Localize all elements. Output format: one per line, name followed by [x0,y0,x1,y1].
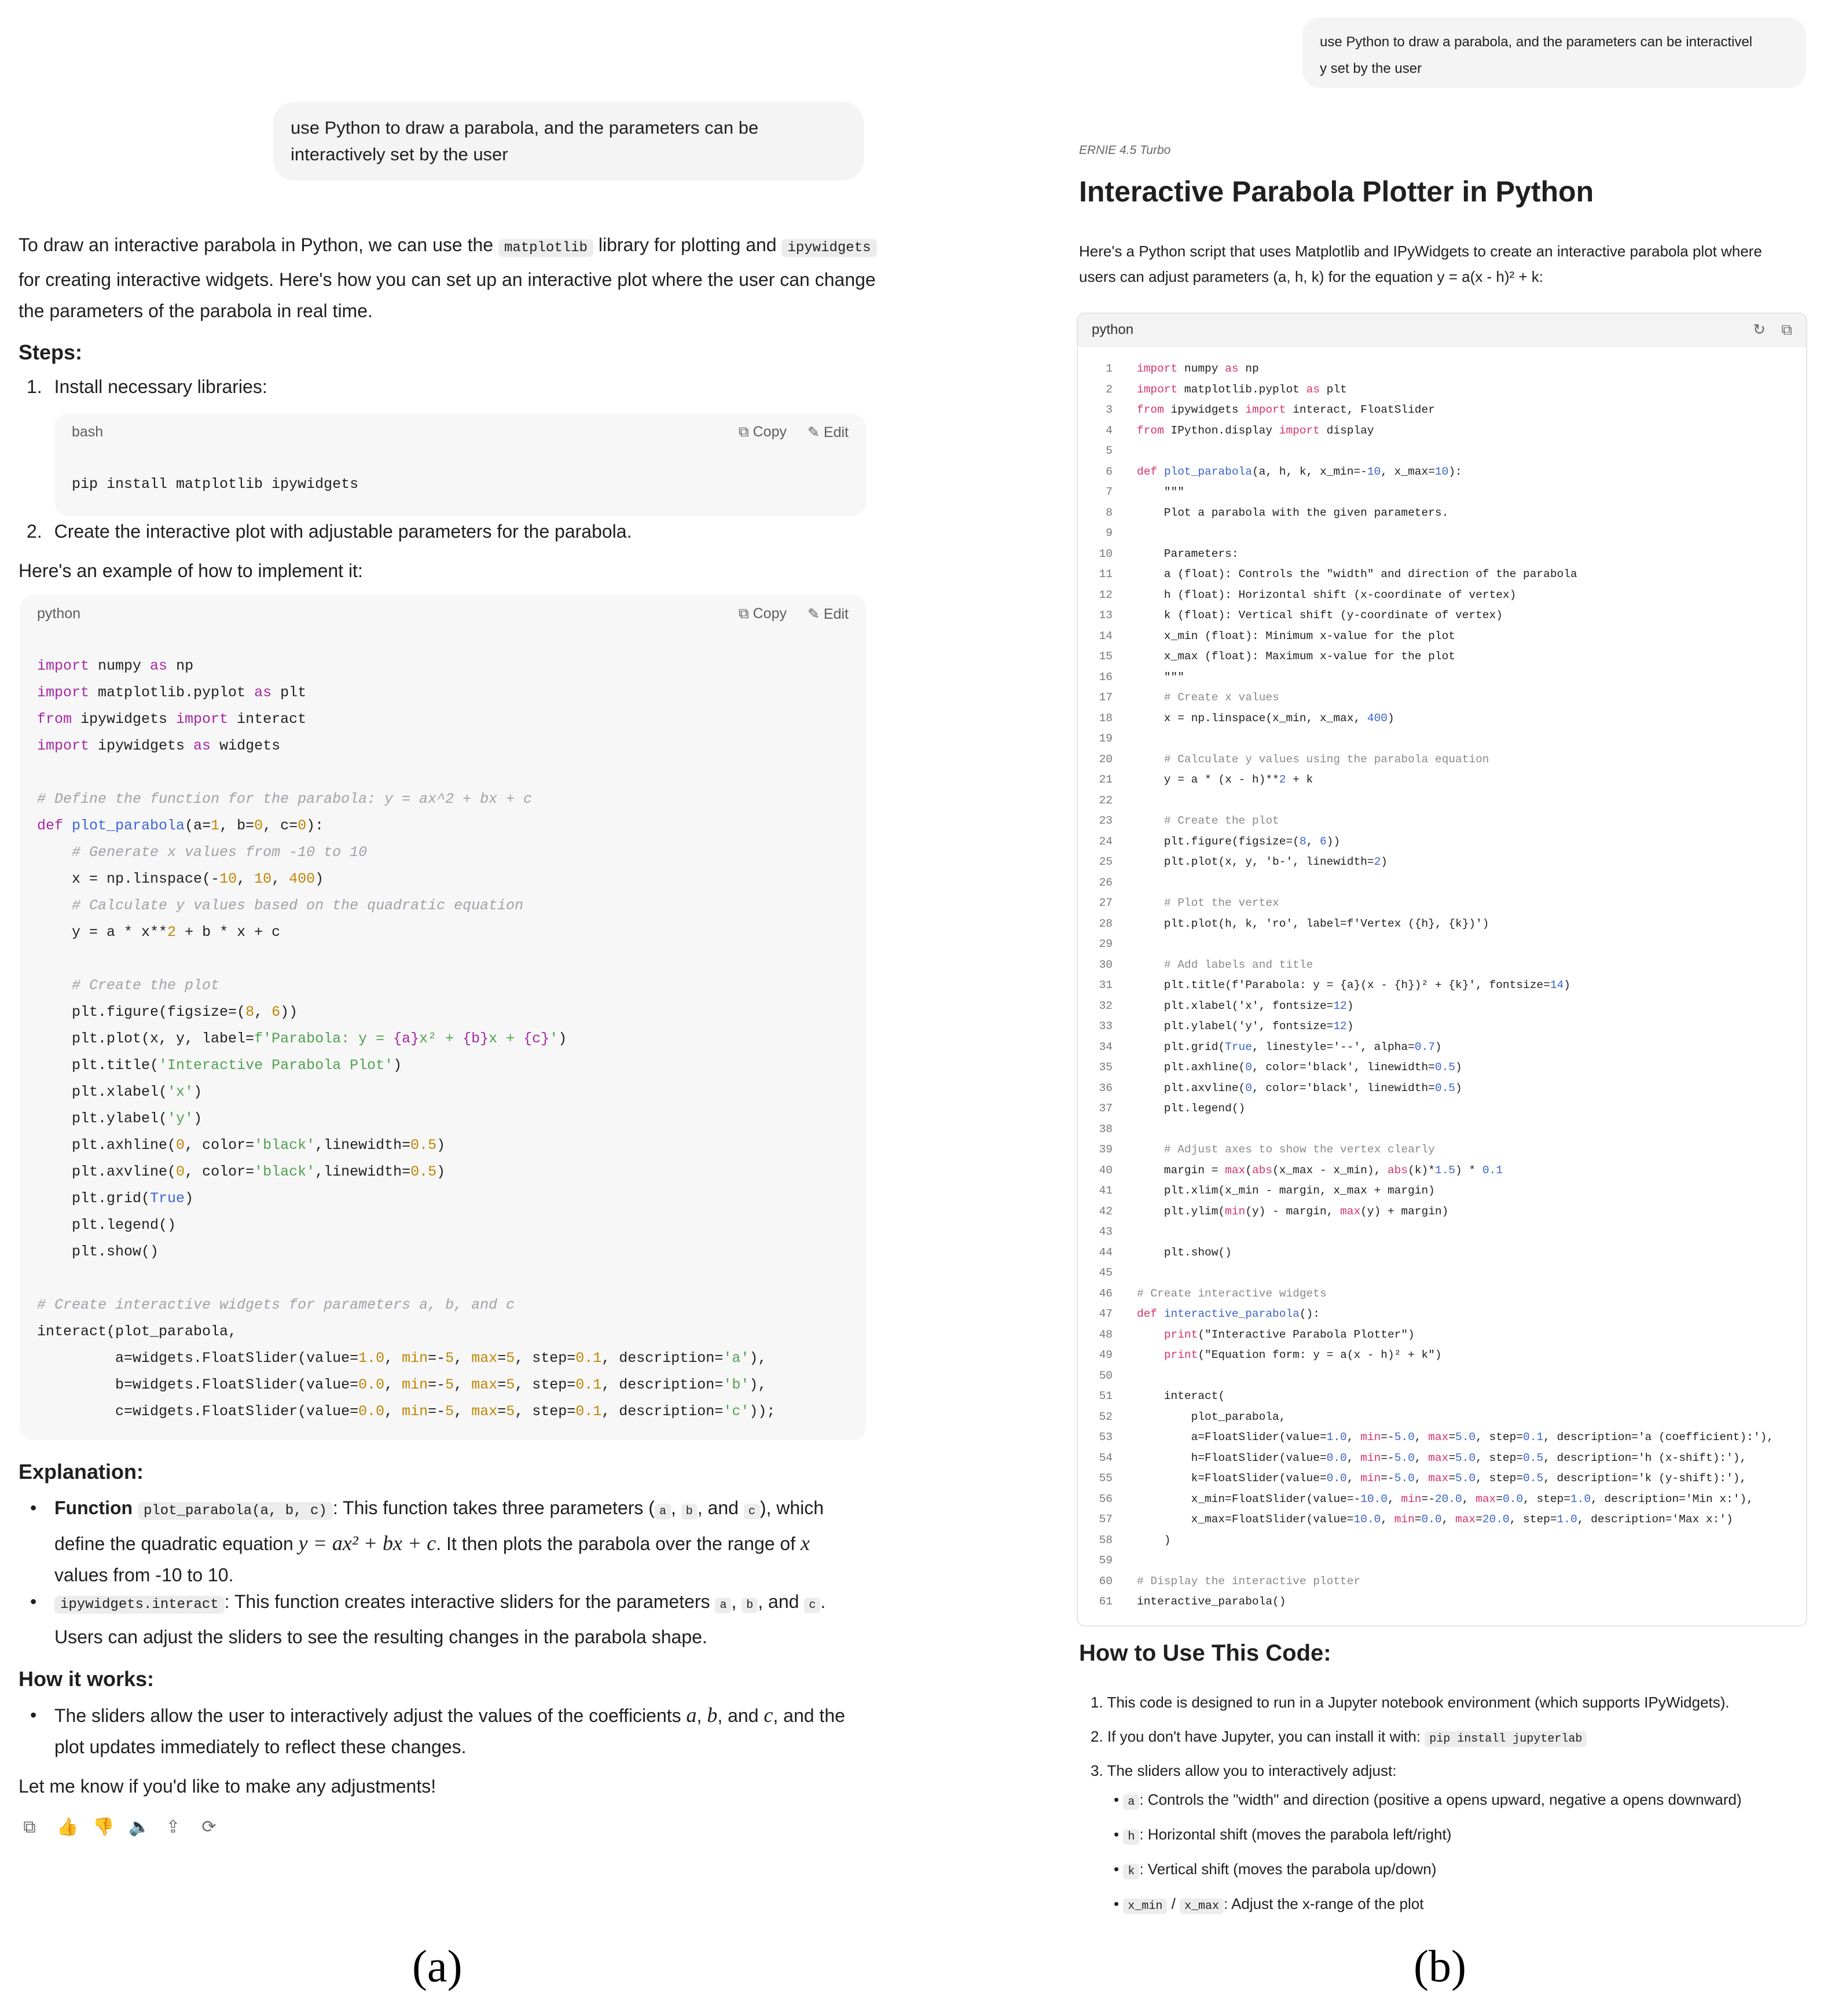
howto-sub-x: • x_min / x_max : Adjust the x-range of the plot [1114,1895,1424,1913]
model-name-label: ERNIE 4.5 Turbo [1079,144,1171,157]
howto-item-1: 1. This code is designed to run in a Jupyter notebook environment (which supports IPyWidgets). [1091,1694,1730,1711]
user-message-bubble [273,102,864,181]
howto-item-2: 2. If you don't have Jupyter, you can install it with: pip install jupyterlab [1091,1728,1587,1746]
copy-icon[interactable]: ⧉ [1781,321,1792,338]
explanation-bullet-2: • ipywidgets.interact : This function creates interactive sliders for the parameters a , b , and c . Users can adjust the sliders to see the resulting changes in the parabola shape. [30,1591,826,1647]
intro-paragraph: To draw an interactive parabola in Python, we can use the matplotlib library for plotting and ipywidgets for creating interactive widgets. Here's how you can set up an interactive plot where the user can change the parameters of the parabola in real time. [19,234,876,321]
how-it-works-heading: How it works: [19,1667,155,1691]
howto-sub-k: • k : Vertical shift (moves the parabola up/down) [1114,1860,1437,1878]
howto-heading: How to Use This Code: [1079,1640,1331,1666]
copy-icon[interactable]: ⧉ [23,1817,36,1837]
closing-line: Let me know if you'd like to make any adjustments! [19,1776,436,1797]
howto-sub-h: • h : Horizontal shift (moves the parabola left/right) [1114,1826,1452,1844]
response-intro: Here's a Python script that uses Matplotlib and IPyWidgets to create an interactive parabola plot where users can adjust parameters (a, h, k) for the equation y = a(x - h)² + k: [1079,243,1762,285]
step-1: 1. Install necessary libraries: [27,376,267,397]
howto-sub-a: • a : Controls the "width" and direction (positive a opens upward, negative a opens downward) [1114,1791,1742,1809]
explanation-heading: Explanation: [19,1460,144,1483]
steps-heading: Steps: [19,340,83,364]
thumbs-up-icon[interactable]: 👍 [57,1817,79,1837]
explanation-bullet-1: • Function plot_parabola(a, b, c) : This function takes three parameters ( a , b , and c ), which define the quadratic equation y = ax² + bx + c. It then plots the parabola over the range of x values from -10 to 10. [30,1497,824,1585]
python-code: 1 import numpy as np 2 import matplotlib.pyplot as plt 3 from ipywidgets import interact, FloatSlider 4 from IPython.display import display 5 6 def plot_parabola(a, h, k, x_min=-10, x_max=10): 7 """ 8 Plot a parabola with the given parameters. 9 10 Parameters: 11 a (float): Controls the "width" and direction of the parabola 12 h (float): Horizontal shift (x-coordinate of vertex) 13 k (float): Vertical shift (y-coordinate of vertex) 14 x_min (float): Minimum x-value for the plot 15 x_max (float): Maximum x-value for the plot 16 """ 17 # Create x values 18 x = np.linspace(x_min, x_max, 400) 19 20 # Calculate y values using the parabola equation 21 y = a * (x - h)**2 + k 22 23 # Create the plot 24 plt.figure(figsize=(8, 6)) 25 plt.plot(x, y, 'b-', linewidth=2) 26 27 # Plot the vertex 28 plt.plot(h, k, 'ro', label=f'Vertex ({h}, {k})') 29 30 # Add labels and title 31 plt.title(f'Parabola: y = {a}(x - {h})² + {k}', fontsize=14) 32 plt.xlabel('x', fontsize=12) 33 plt.ylabel('y', fontsize=12) 34 plt.grid(True, linestyle='--', alpha=0.7) 35 plt.axhline(0, color='black', linewidth=0.5) 36 plt.axvline(0, color='black', linewidth=0.5) 37 plt.legend() 38 39 # Adjust axes to show the vertex clearly 40 margin = max(abs(x_max - x_min), abs(k)*1.5) * 0.1 41 plt.xlim(x_min - margin, x_max + margin) 42 plt.ylim(min(y) - margin, max(y) + margin) 43 44 plt.show() 45 46 # Create interactive widgets 47 def interactive_parabola(): 48 print("Interactive Parabola Plotter") 49 print("Equation form: y = a(x - h)² + k") 50 51 interact( 52 plot_parabola, 53 a=FloatSlider(value=1.0, min=-5.0, max=5.0, step=0.1, description='a (coefficient):'), 54 h=FloatSlider(value=0.0, min=-5.0, max=5.0, step=0.5, description='h (x-shift):'), 55 k=FloatSlider(value=0.0, min=-5.0, max=5.0, step=0.5, description='k (y-shift):'), 56 x_min=FloatSlider(value=-10.0, min=-20.0, max=0.0, step=1.0, description='Min x:'), 57 x_max=FloatSlider(value=10.0, min=0.0, max=20.0, step=1.0, description='Max x:') 58 ) 59 60 # Display the interactive plotter 61 interactive_parabola() [1099,362,1774,1608]
speaker-icon[interactable]: 🔈 [129,1817,151,1837]
run-icon[interactable]: ↻ [1753,321,1766,338]
panel-b [1065,0,1824,2016]
how-it-works-bullet: • The sliders allow the user to interactively adjust the values of the coefficients a, b, and c, and the plot updates immediately to reflect these changes. [30,1703,845,1757]
edit-button[interactable]: ✎ Edit [808,424,849,440]
python-code: import numpy as np import matplotlib.pyplot as plt from ipywidgets import interact import ipywidgets as widgets # Define the function for the parabola: y = ax^2 + bx + c def plot_parabola(a=1, b=0, c=0): # Generate x values from -10 to 10 x = np.linspace(-10, 10, 400) # Calculate y values based on the quadratic equation y = a * x**2 + b * x + c # Create the plot plt.figure(figsize=(8, 6)) plt.plot(x, y, label=f'Parabola: y = {a}x² + {b}x + {c}') plt.title('Interactive Parabola Plot') plt.xlabel('x') plt.ylabel('y') plt.axhline(0, color='black',linewidth=0.5) plt.axvline(0, color='black',linewidth=0.5) plt.grid(True) plt.legend() plt.show() # Create interactive widgets for parameters a, b, and c interact(plot_parabola, a=widgets.FloatSlider(value=1.0, min=-5, max=5, step=0.1, description='a'), b=widgets.FloatSlider(value=0.0, min=-5, max=5, step=0.1, description='b'), c=widgets.FloatSlider(value=0.0, min=-5, max=5, step=0.1, description='c')); [37,658,776,1420]
user-message-text: use Python to draw a parabola, and the parameters can be interactivel y set by the user [1320,34,1753,76]
copy-button[interactable]: ⧉ Copy [738,605,787,622]
caption-b: (b) [1414,1941,1466,1991]
copy-button[interactable]: ⧉ Copy [738,424,787,440]
code-lang-label: python [1092,322,1134,337]
user-message-bubble [1302,17,1806,88]
code-chip-ipywidgets: ipywidgets [781,239,876,257]
regenerate-icon[interactable]: ⟳ [201,1817,216,1837]
python-code-block [20,595,866,1440]
share-icon[interactable]: ⇪ [166,1817,181,1837]
step-2: 2. Create the interactive plot with adjustable parameters for the parabola. [27,521,632,542]
bash-code: pip install matplotlib ipywidgets [72,476,359,493]
thumbs-down-icon[interactable]: 👎 [93,1817,115,1837]
edit-button[interactable]: ✎ Edit [808,606,849,622]
user-message-text: use Python to draw a parabola, and the parameters can be interactively set by the user [291,117,759,164]
code-lang-label: bash [72,424,104,440]
python-code-block [1077,313,1807,1626]
example-line: Here's an example of how to implement it: [19,560,363,581]
panel-a [0,0,903,2016]
bash-code-block [54,413,866,516]
code-lang-label: python [37,605,81,622]
howto-item-3: 3. The sliders allow you to interactively adjust: [1091,1762,1397,1779]
message-actions [21,1819,218,1836]
caption-a: (a) [412,1941,463,1991]
response-title: Interactive Parabola Plotter in Python [1079,175,1594,208]
code-chip-matplotlib: matplotlib [498,239,593,257]
